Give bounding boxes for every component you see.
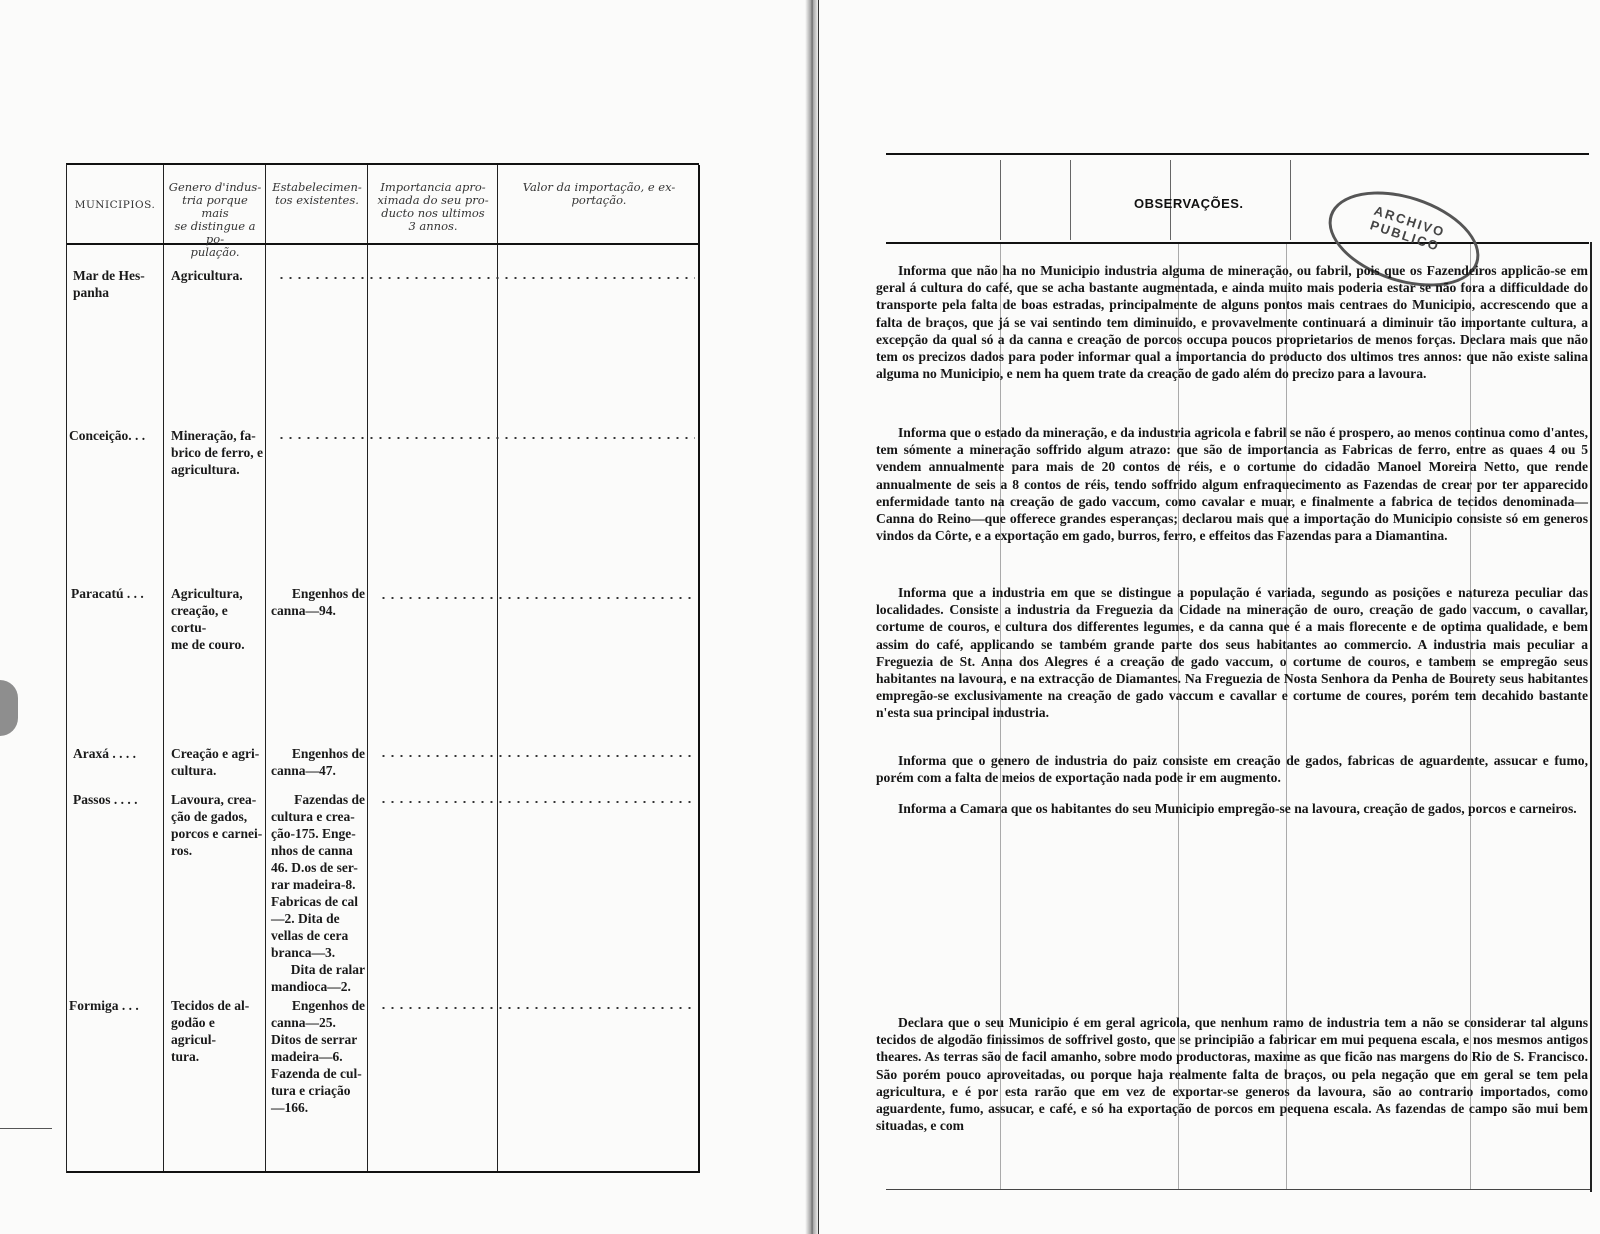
header-valor [501, 181, 697, 207]
observacao-text: Informa a Camara que os habitantes do seu Municipio empregão-se na lavoura, creação de gados, porcos e carneiros. [898, 801, 1577, 816]
bottom-rule [886, 1189, 1590, 1190]
header-importancia [371, 181, 495, 233]
header-genero-line: pulação. [190, 245, 240, 259]
estab-line: vellas de cera [271, 928, 349, 943]
row-municipio [71, 585, 163, 602]
leader-dots [379, 1007, 695, 1009]
genero-line: cultura. [171, 763, 217, 778]
observacao-paragraph [876, 1014, 1588, 1134]
book-gutter [805, 0, 819, 1234]
genero-line: ção de gados, [171, 809, 248, 824]
header-importancia-line: ximada do seu pro- [377, 193, 489, 207]
leader-dots [379, 755, 695, 757]
estab-line: Engenhos de [291, 746, 365, 761]
header-col-line [1290, 160, 1291, 240]
header-municipios: MUNICIPIOS. [74, 199, 156, 211]
leader-dots [379, 801, 695, 803]
genero-line: brico de ferro, e [171, 445, 263, 460]
estab-line: 46. D.os de ser- [271, 860, 358, 875]
header-rule [67, 243, 699, 245]
header-estab-line: tos existentes. [275, 193, 359, 207]
header-importancia-line: ducto nos ultimos [381, 206, 485, 220]
estab-line: Ditos de serrar [271, 1032, 358, 1047]
genero-line: Mineração, fa- [171, 428, 256, 443]
municipio-line: Passos . . . . [73, 792, 138, 807]
genero-line: porcos e carnei- [171, 826, 263, 841]
row-estabelecimentos [271, 585, 365, 619]
row-municipio [69, 427, 163, 444]
municipio-line: Mar de Hes- [73, 268, 145, 283]
estab-line: ção-175. Enge- [271, 826, 356, 841]
leader-dots [379, 597, 695, 599]
row-genero [171, 267, 263, 284]
header-top-rule [886, 153, 1589, 155]
observacao-text: Informa que o genero de industria do paiz consiste em creação de gados, fabricas de aguardente, assucar e fumo, porém com a falta de meios de exportação nada pode ir em augmento. [876, 753, 1588, 786]
observacao-text: Informa que não ha no Municipio industria alguma de mineração, ou fabril, pois que os Fazendeiros applicão-se em geral á cultura do café, que se acha bastante augmentada, e ainda muito mais poderia estar se não fora a difficuldade do transporte pela falta de boas estradas, principalmente de alguns pontos mais centraes do Municipio, accrescendo que a falta de braços, que já se vai sentindo tem diminuido, e provavelmente continuará a diminuir tão importante cultura, a excepção da qual só a da canna e creação de porcos occupa poucos proprietarios de menos forças. Declara mais que não tem os precizos dados para poder informar qual a importancia do producto dos ultimos tres annos: que não existe salina alguma no Municipio, e nem ha quem trate da creação de gado além do precizo para a lavoura. [876, 263, 1588, 382]
estab-line: cultura e crea- [271, 809, 355, 824]
municipios-table [66, 163, 699, 1173]
estab-line: Dita de ralar [290, 962, 365, 977]
row-municipio [73, 791, 163, 808]
row-genero [171, 791, 263, 859]
margin-dash [0, 1128, 52, 1129]
header-genero-line: se distingue a po- [174, 219, 256, 246]
row-estabelecimentos [271, 791, 365, 995]
genero-line: Lavoura, crea- [171, 792, 257, 807]
table-right-border [698, 165, 700, 1173]
municipio-line: Formiga . . . [69, 998, 139, 1013]
row-municipio [73, 267, 163, 301]
estab-line: mandioca—2. [271, 979, 351, 994]
row-municipio [73, 745, 163, 762]
table-bottom-rule [67, 1171, 699, 1173]
stamp-text: ARCHIVO PUBLICO [1368, 202, 1448, 255]
observacoes-title: OBSERVAÇÕES. [1134, 196, 1244, 211]
header-genero [167, 181, 263, 259]
observacao-text: Informa que o estado da mineração, e da industria agricola e fabril se não é prospero, ao menos continua como d'antes, tem sómente a mineração soffrido algum atrazo: que são de importancia as Fabricas de ferro, entre as quaes 4 ou 5 vendem annualmente para mais de 20 contos de réis, e o cortume do cidadão Manoel Moreira Netto, que rende annualmente de seis a 8 contos de réis, tendo soffrido algum enfraquecimento as Fazendas de crear por ter apparecido enfermidade tanto na creação de gado vaccum, como cavalar e muar, e finalmente a fabrica de tecidos denominada—Canna do Reino—que offerece grandes esperanças; declarou mais que a importação do Municipio consiste só em generos vindos da Côrte, e a exportação em gado, burros, ferro, e effeitos das Fazendas para a Diamantina. [876, 425, 1588, 544]
right-page [820, 0, 1600, 1234]
genero-line: Tecidos de al- [171, 998, 250, 1013]
estab-line: madeira—6. [271, 1049, 343, 1064]
row-municipio [69, 997, 163, 1014]
estab-line: Fazenda de cul- [271, 1066, 362, 1081]
estab-line: rar madeira-8. [271, 877, 356, 892]
genero-line: Agricultura, [171, 586, 243, 601]
header-estabelecimentos [269, 181, 365, 207]
header-col-line [1000, 160, 1001, 240]
genero-line: creação, e cortu- [171, 603, 228, 635]
genero-line: Agricultura. [171, 268, 243, 283]
header-col-line [1070, 160, 1071, 240]
estab-line: branca—3. [271, 945, 336, 960]
observacao-paragraph [876, 424, 1588, 544]
observacao-paragraph [876, 584, 1588, 722]
row-estabelecimentos [271, 997, 365, 1116]
observacao-paragraph [876, 752, 1588, 786]
estab-line: canna—25. [271, 1015, 336, 1030]
header-bottom-rule [886, 242, 1589, 244]
estab-line: Engenhos de [291, 998, 365, 1013]
municipio-line: Paracatú . . . [71, 586, 144, 601]
municipio-line: panha [73, 285, 110, 300]
row-genero [171, 997, 263, 1065]
col-divider [497, 165, 498, 1173]
col-divider [163, 165, 164, 1173]
genero-line: tura. [171, 1049, 200, 1064]
estab-line: nhos de canna [271, 843, 353, 858]
genero-line: Creação e agri- [171, 746, 260, 761]
genero-line: godão e agricul- [171, 1015, 216, 1047]
leader-dots [277, 437, 695, 439]
observacao-text: Informa que a industria em que se distingue a população é variada, segundo as posições e natureza peculiar das localidades. Consiste a industria da Freguezia da Cidade na mineração de ouro, creação de gado vaccum, o cavallar, cortume de couros, e cultura dos differentes legumes, e da canna que é a mais florecente e de optima qualidade, e bem assim do café, applicando se também grande parte dos seus habitantes ao commercio. A industria mais peculiar a Freguezia de St. Anna dos Alegres é a creação de gado vaccum, o cortume de couros, e tambem se empregão seus habitantes na lavoura, e na extracção de Diamantes. Na Freguezia de Nosta Senhora da Penha de Bourety seus habitantes empregão-se exclusivamente na creação de gado vaccum e cavallar e cortume de coures, porém tem decahido bastante n'esta sua principal industria. [876, 585, 1588, 721]
municipio-line: Conceição. . . [69, 428, 146, 443]
header-genero-line: Genero d'indus- [168, 180, 262, 194]
estab-line: Fazendas de [294, 792, 365, 807]
header-genero-line: tria porque mais [182, 193, 248, 220]
binding-mark [0, 680, 18, 736]
estab-line: Fabricas de cal [271, 894, 358, 909]
genero-line: me de couro. [171, 637, 245, 652]
row-genero [171, 585, 263, 653]
estab-line: canna—94. [271, 603, 336, 618]
header-importancia-line: 3 annos. [408, 219, 458, 233]
row-estabelecimentos [271, 745, 365, 779]
right-border [1590, 242, 1592, 1192]
estab-line: tura e criação [271, 1083, 351, 1098]
gutter-line [818, 0, 819, 1234]
estab-line: Engenhos de [291, 586, 365, 601]
estab-line: —166. [271, 1100, 309, 1115]
header-estab-line: Estabelecimen- [272, 180, 362, 194]
observacao-text: Declara que o seu Municipio é em geral agricola, que nenhum ramo de industria tem a não se considerar tal alguns tecidos de algodão finissimos de soffrivel gosto, que se principião a fabricar em mui pequena escala, e nos mesmos antigos theares. As terras são de facil amanho, sobre modo productoras, maxime as que ficão nas margens do Rio de S. Francisco. São porém pouco aproveitadas, ou porque haja realmente falta de braços, ou pela negação que em geral se tem pela agricultura, e é por esta rarão que em vez de exportar-se generos da lavoura, são ao contrario importados, como aguardente, fumo, assucar, e café, e só ha exportação de porcos em pequena escala. As fazendas de campo são mui bem situadas, e com [876, 1015, 1588, 1134]
header-valor-line: portação. [571, 193, 627, 207]
header-importancia-line: Importancia apro- [380, 180, 486, 194]
row-genero [171, 427, 263, 478]
estab-line: canna—47. [271, 763, 336, 778]
observacao-paragraph [876, 800, 1588, 817]
municipio-line: Araxá . . . . [73, 746, 136, 761]
genero-line: agricultura. [171, 462, 240, 477]
leader-dots [277, 277, 695, 279]
estab-line: —2. Dita de [271, 911, 340, 926]
observacao-paragraph [876, 262, 1588, 382]
row-genero [171, 745, 263, 779]
col-divider [367, 165, 368, 1173]
genero-line: ros. [171, 843, 193, 858]
col-divider [265, 165, 266, 1173]
header-valor-line: Valor da importação, e ex- [522, 180, 676, 194]
